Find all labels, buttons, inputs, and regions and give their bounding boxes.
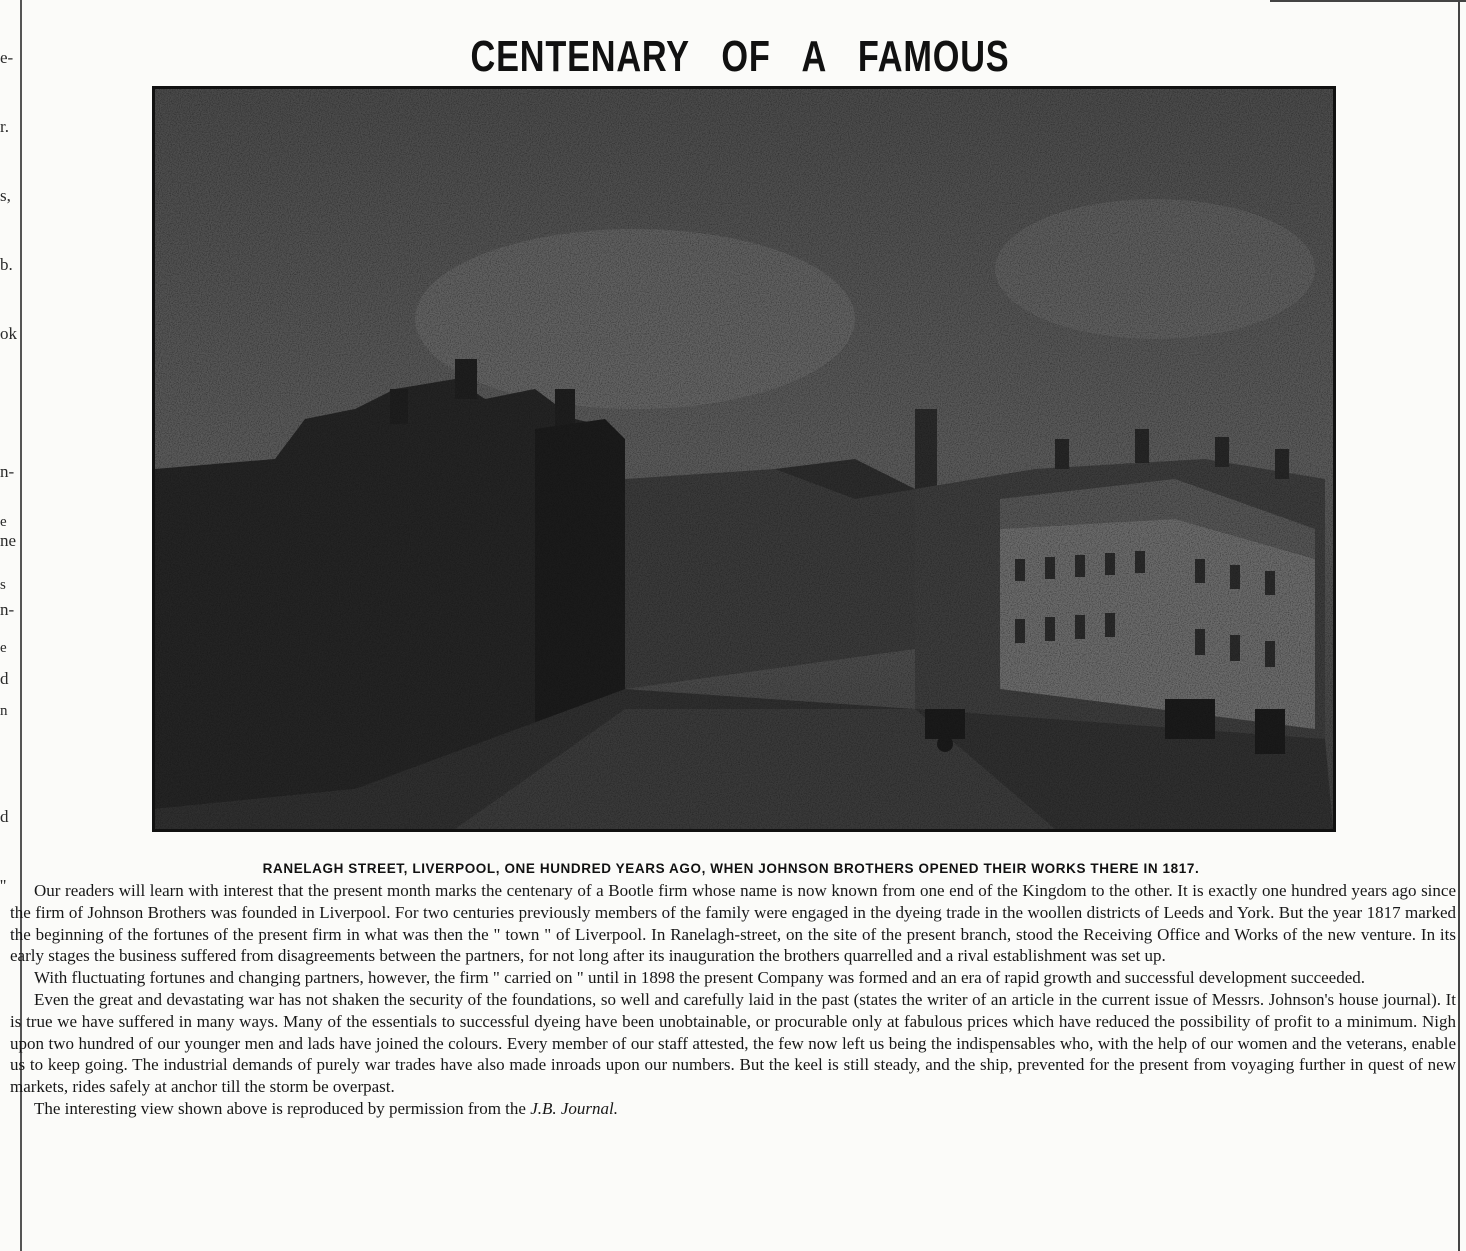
article-paragraph-credit	[10, 1098, 1456, 1120]
adjacent-column-fragment	[0, 0, 18, 920]
right-column-rule	[1458, 0, 1460, 1251]
fragment-line: e	[0, 514, 7, 530]
headline: CENTENARY OF A FAMOUS	[470, 32, 1010, 82]
article-paragraph: Our readers will learn with interest that the present month marks the centenary of a Bootle firm whose name is now known from one end of the Kingdom to the other. It is exactly one hundred years ago since the firm of Johnson Brothers was founded in Liverpool. For two centuries previously members of the family were engaged in the dyeing trade in the woollen districts of Leeds and York. But the year 1817 marked the beginning of the fortunes of the present firm in what was then the " town " of Liverpool. In Ranelagh-street, on the site of the present branch, stood the Receiving Office and Works of the new venture. In its early stages the business suffered from disagreements between the partners, for not long after its inauguration the brothers quarrelled and a rival establishment was set up.	[10, 881, 1456, 966]
fragment-line: s	[0, 577, 6, 593]
fragment-line: ''	[0, 876, 7, 895]
fragment-line: b.	[0, 255, 13, 274]
fragment-line: n-	[0, 600, 15, 619]
photo-caption: RANELAGH STREET, LIVERPOOL, ONE HUNDRED YEARS AGO, WHEN JOHNSON BROTHERS OPENED THEIR WORKS THERE IN 1817.	[262, 861, 1200, 876]
article-body	[10, 880, 1456, 1120]
top-rule	[1270, 0, 1466, 2]
article-paragraph: With fluctuating fortunes and changing partners, however, the firm " carried on " until in 1898 the present Company was formed and an era of rapid growth and successful development succeeded.	[34, 968, 1366, 988]
article-paragraph: Even the great and devastating war has not shaken the security of the foundations, so well and carefully laid in the past (states the writer of an article in the current issue of Messrs. Johnson's house journal). It is true we have suffered in many ways. Many of the essentials to successful dyeing have been unobtainable, or procurable only at fabulous prices which have reduced the possibility of profit to a minimum. Nigh upon two hundred of our younger men and lads have joined the colours. Every member of our staff attested, the few now left us being the indispensables who, with the help of our women and the veterans, enable us to keep going. The industrial demands of purely war trades have also made inroads upon our numbers. But the keel is still steady, and the ship, prevented for the present from voyaging further in quest of new markets, rides safely at anchor till the storm be overpast.	[10, 989, 1456, 1097]
street-scene-photo	[152, 86, 1336, 832]
adjacent-column-fragment-lower	[0, 470, 14, 743]
fragment-line: r.	[0, 117, 9, 136]
fragment-line: e-	[0, 48, 14, 67]
fragment-line: n-	[0, 462, 15, 481]
fragment-line: ok	[0, 324, 17, 343]
credit-text: The interesting view shown above is reproduced by permission from the	[34, 1098, 531, 1118]
fragment-line: n	[0, 703, 8, 719]
fragment-line: d	[0, 807, 9, 826]
fragment-line: ne	[0, 531, 17, 550]
street-scene-engraving-icon	[155, 89, 1333, 829]
fragment-line	[0, 391, 18, 414]
fragment-line: d	[0, 669, 9, 688]
source-journal: J.B. Journal.	[530, 1098, 619, 1118]
fragment-line: s,	[0, 186, 11, 205]
fragment-line: e	[0, 640, 7, 656]
